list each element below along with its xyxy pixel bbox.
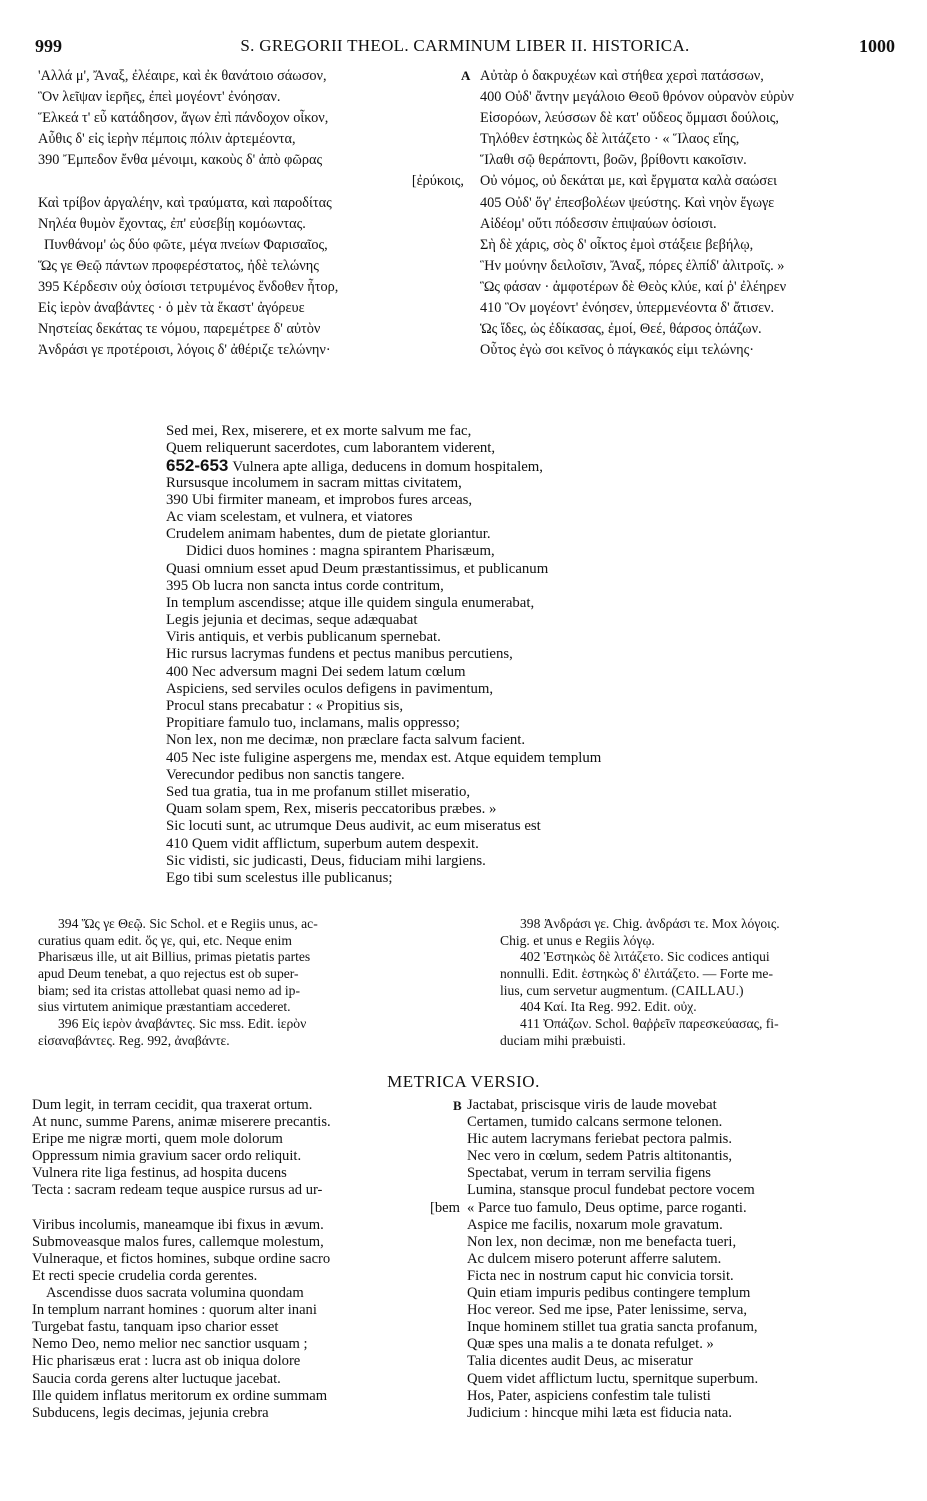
latin-line: Sic vidisti, sic judicasti, Deus, fiduciam mihi largiens. (166, 852, 486, 869)
latin-line: Quasi omnium esset apud Deum præstantissimus, et publicanum (166, 560, 549, 577)
verse-line: Ficta nec in nostrum caput hic convicia torsit. (467, 1267, 734, 1284)
verse-line: Hos, Pater, aspiciens confestim tale tulisti (467, 1387, 711, 1404)
greek-column-right (480, 66, 900, 361)
greek-line-continuation: [ἐρύκοις, (411, 173, 464, 190)
greek-line: Οὗτος ἐγὼ σοι κεῖνος ὁ πάγκακός εἰμι τελώνης· (480, 342, 755, 359)
greek-line: Ὣς φάσαν · ἀμφοτέρων δὲ Θεὸς κλύε, καί ῥ' ἐλέηρεν (480, 278, 787, 295)
greek-line: 410 Ὃν μογέοντ' ἐνόησεν, ὑπερμενέοντα δ' ἄτισεν. (480, 300, 775, 317)
verse-line: Hoc vereor. Sed me ipse, Pater lenissime, serva, (467, 1302, 748, 1319)
verse-line: Hic autem lacrymans feriebat pectora palmis. (467, 1131, 733, 1148)
verse-line: Viribus incolumis, maneamque ibi fixus in ævum. (32, 1216, 324, 1233)
footnote-line: 396 Εἰς ἱερὸν ἀναβάντες. Sic mss. Edit. ἱερὸν (58, 1016, 307, 1032)
greek-line: Πυνθάνομ' ὡς δύο φῶτε, μέγα πνείων Φαρισαῖος, (44, 236, 328, 253)
greek-line: Ἀνδράσι γε προτέροισι, λόγοις δ' ἀθέριζε τελώνην· (38, 342, 331, 359)
greek-line: Καὶ τρίβον ἀργαλέην, καὶ τραύματα, καὶ παροδίτας (38, 194, 332, 211)
verse-line: Inque hominem stillet tua gratia sancta profanum, (467, 1319, 758, 1336)
greek-line: Ὡς ἴδες, ὡς ἐδίκασας, ἐμοί, Θεέ, θάρσος ὀπάζων. (480, 321, 762, 338)
footnote-line: 404 Καί. Ita Reg. 992. Edit. οὐχ. (520, 999, 697, 1015)
metrica-column-right (467, 1097, 897, 1422)
latin-line: Propitiare famulo tuo, inclamans, malis oppresso; (166, 715, 460, 732)
footnote-line: nonnulli. Edit. ἑστηκὼς δ' ἐλιτάζετο. — Forte me- (500, 966, 773, 982)
verse-line: Quin etiam impuris pedibus contingere templum (467, 1285, 751, 1302)
verse-line: Oppressum nimia gravium sacer ordo reliquit. (32, 1148, 302, 1165)
footnote-line: Chig. et unus e Regiis λόγῳ. (500, 932, 655, 948)
greek-line: Ὃν λεῖψαν ἱερῆες, ἐπεὶ μογέοντ' ἐνόησαν. (38, 89, 281, 106)
greek-line: Αὐτὰρ ὁ δακρυχέων καὶ στήθεα χερσὶ πατάσσων, (480, 68, 764, 84)
verse-line: Eripe me nigræ morti, quem mole dolorum (32, 1131, 283, 1148)
greek-line: Ἵλαθι σῷ θεράποντι, βοῶν, βρίθοντι κακοῖσιν. (480, 152, 747, 169)
verse-line: Judicium : hincque mihi læta est fiducia nata. (467, 1404, 733, 1421)
verse-line-continuation: [bem (430, 1199, 460, 1216)
column-reference: 652-653 (166, 457, 229, 475)
footnotes-right (500, 916, 900, 1050)
latin-line: Aspiciens, sed serviles oculos defigens in pavimentum, (166, 680, 494, 697)
verse-line: In templum narrant homines : quorum alter inani (32, 1302, 317, 1319)
latin-line: Didici duos homines : magna spirantem Pharisæum, (186, 543, 495, 560)
verse-line: Jactabat, priscisque viris de laude movebat (467, 1097, 717, 1113)
greek-line: 395 Κέρδεσιν οὐχ ὁσίοισι τετρυμένος ἔνδοθεν ἦτορ, (38, 278, 339, 295)
margin-letter-b: B (453, 1098, 462, 1113)
verse-line: Tecta : sacram redeam teque auspice rursus ad ur- (32, 1182, 323, 1199)
footnote-line: duciam mihi præbuisti. (500, 1032, 626, 1048)
latin-line: Ego tibi sum scelestus ille publicanus; (166, 869, 393, 886)
running-title: S. GREGORII THEOL. CARMINUM LIBER II. HISTORICA. (240, 36, 690, 55)
verse-line: Saucia corda gerens alter luctuque jacebat. (32, 1370, 281, 1387)
greek-line: Ὥς γε Θεῷ πάντων προφερέστατος, ἠδὲ τελώνης (38, 257, 319, 274)
latin-line: Procul stans precabatur : « Propitius sis, (166, 698, 404, 714)
verse-line: « Parce tuo famulo, Deus optime, parce roganti. (467, 1199, 747, 1216)
verse-line: Vulnera rite liga festinus, ad hospita ducens (32, 1165, 287, 1182)
verse-line: Talia dicentes audit Deus, ac miseratur (467, 1353, 693, 1370)
metrica-versio-heading: METRICA VERSIO. (387, 1072, 540, 1091)
latin-line: Crudelem animam habentes, dum de pietate gloriantur. (166, 526, 491, 543)
greek-line: Εἰσορόων, λεύσσων δὲ κατ' οὔδεος ὄμμασι δούλοις, (480, 110, 779, 127)
greek-line: Σὴ δὲ χάρις, σὸς δ' οἶκτος ἐμοὶ στάξειε βεβήλῳ, (480, 236, 754, 253)
latin-line: Verecundor pedibus non sanctis tangere. (166, 766, 405, 783)
greek-line: Αἰδέομ' οὔτι πόδεσσιν ἐπιψαύων ὁσίοισι. (480, 215, 717, 232)
verse-line: Et recti specie crudelia corda gerentes. (32, 1267, 258, 1284)
verse-line: Nec vero in cœlum, sedem Patris altitonantis, (467, 1148, 733, 1165)
greek-text-block (38, 66, 898, 396)
latin-line: 390 Ubi firmiter maneam, et improbos fures arceas, (166, 491, 473, 508)
latin-line-with-ref (166, 457, 806, 474)
greek-line: Ἕλκεά τ' εὖ κατάδησον, ἄγων ἐπὶ πάνδοχον οἶκον, (38, 110, 329, 127)
latin-line: Hic rursus lacrymas fundens et pectus manibus percutiens, (166, 646, 513, 663)
latin-line: Sed mei, Rex, miserere, et ex morte salvum me fac, (166, 423, 472, 439)
page-number-right: 1000 (859, 36, 895, 56)
footnote-line: 411 Ὀπάζων. Schol. θαῤῥεῖν παρεσκεύασας, fi- (520, 1016, 779, 1032)
verse-line: Nemo Deo, nemo melior nec sanctior usquam ; (32, 1336, 308, 1353)
latin-line: 410 Quem vidit afflictum, superbum autem despexit. (166, 835, 479, 852)
verse-line: Submoveasque malos fures, callemque molestum, (32, 1233, 324, 1250)
latin-line: 395 Ob lucra non sancta intus corde contritum, (166, 577, 444, 594)
footnote-line: 402 Ἑστηκὼς δὲ λιτάζετο. Sic codices antiqui (520, 949, 770, 965)
latin-line: In templum ascendisse; atque ille quidem singula enumerabat, (166, 594, 535, 611)
greek-line: Εἰς ἱερὸν ἀναβάντες · ὁ μὲν τὰ ἕκαστ' ἀγόρευε (38, 300, 305, 317)
latin-line: Sed tua gratia, tua in me profanum stillet miseratio, (166, 783, 471, 800)
latin-line-text: Vulnera apte alliga, deducens in domum hospitalem, (232, 459, 543, 475)
latin-line: Rursusque incolumem in sacram mittas civitatem, (166, 474, 462, 491)
footnote-line: apud Deum tenebat, a quo rejectus est ob super- (38, 966, 299, 982)
verse-line: Spectabat, verum in terram servilia figens (467, 1165, 711, 1182)
verse-line: Aspice me facilis, noxarum mole gravatum. (467, 1216, 723, 1233)
verse-line: Ascendisse duos sacrata volumina quondam (46, 1285, 304, 1302)
verse-line: Non lex, non decimæ, non me benefacta tueri, (467, 1233, 737, 1250)
latin-line: Non lex, non me decimæ, non præclare facta salvum facient. (166, 732, 526, 749)
footnotes-left (38, 916, 453, 1050)
greek-line: Νηστείας δεκάτας τε νόμου, παρεμέτρεε δ' αὐτὸν (38, 321, 321, 338)
footnote-line: 394 Ὥς γε Θεῷ. Sic Schol. et e Regiis unus, ac- (58, 916, 318, 931)
greek-line: Αὖθις δ' εἰς ἱερὴν πέμποις πόλιν ἀρτεμέοντα, (38, 131, 296, 148)
verse-line: Ac dulcem misero poterunt afferre salutem. (467, 1250, 722, 1267)
footnote-line: sius virtutem animique præstantiam accederet. (38, 999, 291, 1015)
latin-line: Viris antiquis, et verbis publicanum spernebat. (166, 629, 441, 646)
greek-line: 405 Οὐδ' ὅγ' ἐπεσβολέων ψεύστης. Καὶ νηὸν ἔγωγε (480, 194, 775, 211)
verse-line: Turgebat fastu, tanquam ipso charior esset (32, 1319, 279, 1336)
page-number-left: 999 (35, 36, 62, 56)
verse-line: At nunc, summe Parens, animæ miserere precantis. (32, 1114, 331, 1131)
footnote-line: Pharisæus ille, ut ait Billius, primas pietatis partes (38, 949, 311, 965)
greek-column-left (38, 66, 471, 361)
greek-line: Οὐ νόμος, οὐ δεκάται με, καὶ ἔργματα καλὰ σαώσει (480, 173, 777, 190)
latin-translation (166, 423, 806, 887)
margin-letter-a: A (461, 68, 471, 83)
running-header (35, 36, 895, 58)
greek-line: 400 Οὐδ' ἄντην μεγάλοιο Θεοῦ θρόνον οὐρανὸν εὐρὺν (480, 89, 794, 106)
verse-line: Hic pharisæus erat : lucra ast ob iniqua dolore (32, 1353, 301, 1370)
verse-line: Dum legit, in terram cecidit, qua traxerat ortum. (32, 1097, 313, 1113)
footnote-line: curatius quam edit. ὅς γε, qui, etc. Neque enim (38, 932, 292, 948)
latin-line: 400 Nec adversum magni Dei sedem latum cœlum (166, 663, 466, 680)
latin-line: 405 Nec iste fuligine aspergens me, mendax est. Atque equidem templum (166, 749, 602, 766)
greek-line: Ἣν μούνην δειλοῖσιν, Ἄναξ, πόρες ἐλπίδ' ἀλιτροῖς. » (480, 257, 785, 274)
greek-line: Τηλόθεν ἑστηκὼς δὲ λιτάζετο · « Ἵλαος εἴης, (480, 131, 740, 148)
latin-line: Sic locuti sunt, ac utrumque Deus audivit, ac eum miseratus est (166, 818, 541, 835)
verse-line: Quæ spes una malis a te donata refulget. » (467, 1336, 714, 1353)
footnote-line: 398 Ἀνδράσι γε. Chig. ἀνδράσι τε. Mox λόγοις. (520, 916, 780, 931)
latin-line: Quam solam spem, Rex, miseris peccatoribus præbes. » (166, 801, 497, 818)
footnote-line: biam; sed ita cristas attollebat quasi nemo ad ip- (38, 982, 300, 998)
latin-line: Ac viam scelestam, et vulnera, et viatores (166, 508, 413, 525)
verse-line: Quem videt afflictum luctu, spernitque superbum. (467, 1370, 759, 1387)
latin-line: Quem reliquerunt sacerdotes, cum laborantem viderent, (166, 440, 496, 457)
verse-line: Certamen, tumido calcans sermone telonen. (467, 1114, 723, 1131)
metrica-column-left (32, 1097, 462, 1422)
verse-line: Vulneraque, et fictos homines, subque ordine sacro (32, 1250, 331, 1267)
footnote-line: εἰσαναβάντες. Reg. 992, ἀναβάντε. (38, 1032, 230, 1048)
greek-line: 'Αλλά μ', Ἄναξ, ἐλέαιρε, καὶ ἐκ θανάτοιο σάωσον, (38, 68, 327, 84)
verse-line: Subducens, legis decimas, jejunia crebra (32, 1404, 269, 1421)
verse-line: Ille quidem inflatus meritorum ex ordine summam (32, 1387, 328, 1404)
verse-line: Lumina, stansque procul fundebat pectore vocem (467, 1182, 755, 1199)
latin-line: Legis jejunia et decimas, seque adæquabat (166, 612, 418, 629)
greek-line: Νηλέα θυμὸν ἔχοντας, ἐπ' εὐσεβίῃ κομόωντας. (38, 215, 306, 232)
greek-line: 390 Ἔμπεδον ἔνθα μένοιμι, κακοὺς δ' ἀπὸ φῶρας (38, 152, 323, 169)
footnote-line: lius, cum servetur augmentum. (CAILLAU.) (500, 982, 744, 998)
